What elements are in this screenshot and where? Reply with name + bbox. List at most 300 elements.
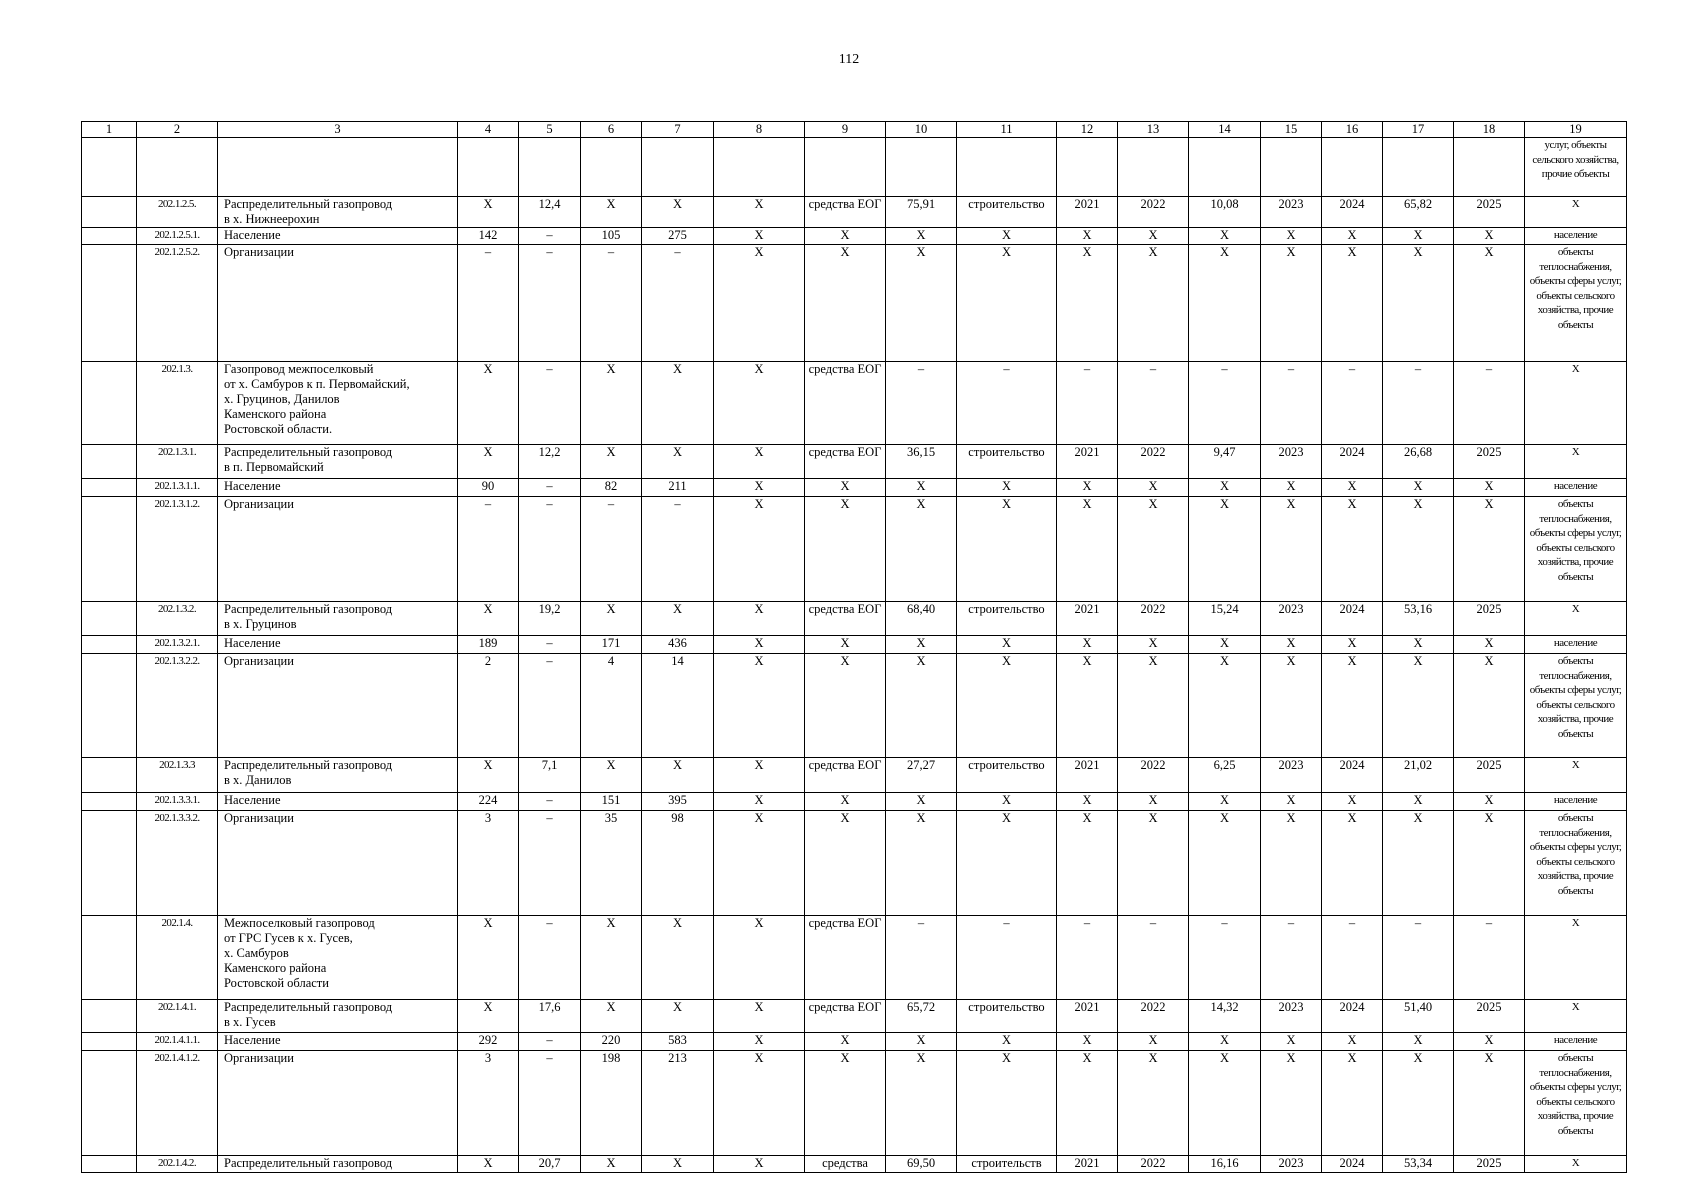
table-cell-col17: Х — [1383, 811, 1454, 916]
table-cell-col17: Х — [1383, 654, 1454, 758]
table-cell-col11: строительств — [957, 1156, 1057, 1173]
table-cell-col12: Х — [1057, 636, 1118, 654]
table-cell-col6: Х — [581, 758, 642, 793]
table-cell-col11: Х — [957, 1033, 1057, 1051]
header-cell-13: 13 — [1118, 122, 1189, 138]
table-cell-col19: Х — [1525, 1000, 1627, 1033]
table-cell-col13: 2022 — [1118, 445, 1189, 479]
table-cell-col7: Х — [642, 1000, 714, 1033]
table-cell-col2: 202.1.4.1.1. — [137, 1033, 218, 1051]
table-row — [82, 1156, 1627, 1173]
table-cell-col17: 65,82 — [1383, 197, 1454, 228]
table-cell-col2: 202.1.4.1.2. — [137, 1051, 218, 1156]
header-cell-14: 14 — [1189, 122, 1261, 138]
table-cell-col12: – — [1057, 362, 1118, 445]
table-cell-col4: 224 — [458, 793, 519, 811]
header-cell-2: 2 — [137, 122, 218, 138]
table-cell-col13: 2022 — [1118, 1000, 1189, 1033]
table-cell-col12 — [1057, 138, 1118, 197]
table-cell-col3: Население — [218, 479, 458, 497]
table-cell-col13: – — [1118, 916, 1189, 1000]
table-cell-col11: Х — [957, 811, 1057, 916]
table-cell-col18: Х — [1454, 245, 1525, 362]
table-row — [82, 362, 1627, 445]
table-cell-col9: средства — [805, 1156, 886, 1173]
header-cell-5: 5 — [519, 122, 581, 138]
table-cell-col8: Х — [714, 245, 805, 362]
table-cell-col18: – — [1454, 916, 1525, 1000]
table-cell-col19: объекты теплоснабжения, объекты сферы услуг, объекты сельского хозяйства, прочие объекты — [1525, 811, 1627, 916]
table-cell-col4: Х — [458, 362, 519, 445]
table-cell-col2: 202.1.3.1. — [137, 445, 218, 479]
table-cell-col4: Х — [458, 1000, 519, 1033]
table-cell-col7: 213 — [642, 1051, 714, 1156]
table-cell-col3: Организации — [218, 497, 458, 602]
table-cell-col7: Х — [642, 197, 714, 228]
table-cell-col13 — [1118, 138, 1189, 197]
table-cell-col8: Х — [714, 1156, 805, 1173]
table-cell-col15: Х — [1261, 1051, 1322, 1156]
header-cell-9: 9 — [805, 122, 886, 138]
table-cell-col11: Х — [957, 479, 1057, 497]
table-cell-col5: – — [519, 793, 581, 811]
table-cell-col5: – — [519, 654, 581, 758]
table-cell-col5: – — [519, 811, 581, 916]
table-cell-col15: 2023 — [1261, 1156, 1322, 1173]
table-cell-col7: 211 — [642, 479, 714, 497]
table-cell-col11: – — [957, 916, 1057, 1000]
table-cell-col4: – — [458, 497, 519, 602]
table-cell-col5: – — [519, 1033, 581, 1051]
table-cell-col15: – — [1261, 916, 1322, 1000]
table-cell-col19: Х — [1525, 758, 1627, 793]
table-row — [82, 197, 1627, 228]
table-row — [82, 916, 1627, 1000]
table-cell-col12: Х — [1057, 245, 1118, 362]
table-cell-col6: 220 — [581, 1033, 642, 1051]
header-cell-17: 17 — [1383, 122, 1454, 138]
table-cell-col16: 2024 — [1322, 445, 1383, 479]
table-cell-col18: Х — [1454, 228, 1525, 245]
table-cell-col4: 3 — [458, 1051, 519, 1156]
table-cell-col3: Распределительный газопровод в х. Нижнеерохин — [218, 197, 458, 228]
table-cell-col2: 202.1.3.2.1. — [137, 636, 218, 654]
table-cell-col17: 26,68 — [1383, 445, 1454, 479]
table-cell-col17: – — [1383, 916, 1454, 1000]
table-cell-col18: 2025 — [1454, 1156, 1525, 1173]
table-cell-col8: Х — [714, 445, 805, 479]
table-cell-col19: население — [1525, 1033, 1627, 1051]
table-cell-col8: Х — [714, 497, 805, 602]
table-cell-col14: – — [1189, 362, 1261, 445]
table-cell-col6: 82 — [581, 479, 642, 497]
table-cell-col7: Х — [642, 758, 714, 793]
table-cell-col18: Х — [1454, 811, 1525, 916]
table-cell-col9: средства ЕОГ — [805, 602, 886, 636]
table-cell-col3: Организации — [218, 654, 458, 758]
header-cell-18: 18 — [1454, 122, 1525, 138]
table-cell-col9: средства ЕОГ — [805, 445, 886, 479]
table-cell-col7: Х — [642, 602, 714, 636]
table-cell-col2: 202.1.4.1. — [137, 1000, 218, 1033]
table-cell-col1 — [82, 1156, 137, 1173]
table-cell-col7 — [642, 138, 714, 197]
table-cell-col3: Газопровод межпоселковый от х. Самбуров к п. Первомайский, х. Груцинов, Данилов Каменского района Ростовской области. — [218, 362, 458, 445]
table-cell-col11: Х — [957, 245, 1057, 362]
table-cell-col5: 17,6 — [519, 1000, 581, 1033]
table-cell-col4: Х — [458, 916, 519, 1000]
table-row — [82, 1000, 1627, 1033]
table-cell-col14: 6,25 — [1189, 758, 1261, 793]
header-cell-11: 11 — [957, 122, 1057, 138]
table-cell-col9: Х — [805, 636, 886, 654]
table-cell-col2: 202.1.3.2. — [137, 602, 218, 636]
table-cell-col4: 3 — [458, 811, 519, 916]
table-cell-col16 — [1322, 138, 1383, 197]
table-cell-col14: Х — [1189, 636, 1261, 654]
table-cell-col16: Х — [1322, 654, 1383, 758]
table-cell-col17: 21,02 — [1383, 758, 1454, 793]
table-cell-col5: – — [519, 916, 581, 1000]
table-cell-col6: Х — [581, 916, 642, 1000]
table-cell-col5: – — [519, 636, 581, 654]
header-cell-15: 15 — [1261, 122, 1322, 138]
table-cell-col5: 20,7 — [519, 1156, 581, 1173]
table-cell-col15: Х — [1261, 811, 1322, 916]
table-cell-col13: Х — [1118, 654, 1189, 758]
table-cell-col13: Х — [1118, 497, 1189, 602]
table-cell-col19: население — [1525, 228, 1627, 245]
table-cell-col2: 202.1.2.5.1. — [137, 228, 218, 245]
table-cell-col18: Х — [1454, 636, 1525, 654]
table-cell-col10: Х — [886, 1033, 957, 1051]
table-cell-col8: Х — [714, 1051, 805, 1156]
table-cell-col17: Х — [1383, 479, 1454, 497]
table-cell-col6: Х — [581, 602, 642, 636]
table-cell-col8: Х — [714, 1033, 805, 1051]
table-cell-col9: средства ЕОГ — [805, 758, 886, 793]
table-cell-col16: Х — [1322, 636, 1383, 654]
table-cell-col18: – — [1454, 362, 1525, 445]
table-cell-col11: строительство — [957, 758, 1057, 793]
table-cell-col7: 14 — [642, 654, 714, 758]
table-cell-col9: Х — [805, 1051, 886, 1156]
table-cell-col3: Распределительный газопровод в х. Данилов — [218, 758, 458, 793]
table-cell-col17: Х — [1383, 636, 1454, 654]
table-cell-col18: Х — [1454, 654, 1525, 758]
table-cell-col14: – — [1189, 916, 1261, 1000]
table-cell-col13: Х — [1118, 636, 1189, 654]
table-cell-col9: Х — [805, 793, 886, 811]
table-cell-col3: Население — [218, 1033, 458, 1051]
table-cell-col5: 12,4 — [519, 197, 581, 228]
table-cell-col1 — [82, 602, 137, 636]
table-cell-col12: – — [1057, 916, 1118, 1000]
table-cell-col5: – — [519, 479, 581, 497]
table-row — [82, 479, 1627, 497]
table-cell-col7: Х — [642, 445, 714, 479]
table-cell-col16: Х — [1322, 1051, 1383, 1156]
table-row — [82, 245, 1627, 362]
table-cell-col19: Х — [1525, 916, 1627, 1000]
header-cell-12: 12 — [1057, 122, 1118, 138]
table-cell-col16: 2024 — [1322, 197, 1383, 228]
table-row — [82, 602, 1627, 636]
table-cell-col12: 2021 — [1057, 758, 1118, 793]
table-cell-col3: Организации — [218, 245, 458, 362]
table-cell-col13: Х — [1118, 245, 1189, 362]
table-cell-col16: Х — [1322, 811, 1383, 916]
table-cell-col9: Х — [805, 245, 886, 362]
table-cell-col17: Х — [1383, 1051, 1454, 1156]
table-cell-col12: Х — [1057, 793, 1118, 811]
table-cell-col14: 16,16 — [1189, 1156, 1261, 1173]
table-cell-col1 — [82, 636, 137, 654]
table-cell-col17: Х — [1383, 228, 1454, 245]
table-cell-col18: 2025 — [1454, 758, 1525, 793]
table-cell-col6: Х — [581, 1156, 642, 1173]
table-cell-col14: 9,47 — [1189, 445, 1261, 479]
table-cell-col6: Х — [581, 362, 642, 445]
table-cell-col5: – — [519, 497, 581, 602]
table-cell-col15: Х — [1261, 793, 1322, 811]
page-number: 112 — [838, 52, 860, 67]
table-cell-col16: 2024 — [1322, 602, 1383, 636]
table-cell-col3: Население — [218, 228, 458, 245]
table-cell-col19: население — [1525, 793, 1627, 811]
table-cell-col10: 36,15 — [886, 445, 957, 479]
table-cell-col4: 90 — [458, 479, 519, 497]
table-cell-col1 — [82, 138, 137, 197]
table-cell-col18: Х — [1454, 793, 1525, 811]
table-cell-col12: 2021 — [1057, 445, 1118, 479]
table-cell-col17: 53,16 — [1383, 602, 1454, 636]
table-cell-col18: 2025 — [1454, 1000, 1525, 1033]
table-cell-col6: 4 — [581, 654, 642, 758]
table-cell-col17: 51,40 — [1383, 1000, 1454, 1033]
table-cell-col11: строительство — [957, 602, 1057, 636]
table-cell-col10: Х — [886, 479, 957, 497]
table-cell-col8: Х — [714, 811, 805, 916]
table-cell-col11: – — [957, 362, 1057, 445]
header-cell-3: 3 — [218, 122, 458, 138]
table-cell-col12: Х — [1057, 497, 1118, 602]
table-cell-col14: Х — [1189, 245, 1261, 362]
table-cell-col4: Х — [458, 197, 519, 228]
table-body — [82, 138, 1627, 1173]
table-cell-col12: Х — [1057, 228, 1118, 245]
table-cell-col2: 202.1.3. — [137, 362, 218, 445]
table-cell-col6: – — [581, 497, 642, 602]
table-row — [82, 811, 1627, 916]
header-cell-16: 16 — [1322, 122, 1383, 138]
header-cell-8: 8 — [714, 122, 805, 138]
table-cell-col19: объекты теплоснабжения, объекты сферы услуг, объекты сельского хозяйства, прочие объекты — [1525, 1051, 1627, 1156]
table-cell-col10: Х — [886, 228, 957, 245]
table-cell-col7: 436 — [642, 636, 714, 654]
table-cell-col1 — [82, 793, 137, 811]
table-cell-col19: Х — [1525, 445, 1627, 479]
table-cell-col11: Х — [957, 228, 1057, 245]
table-cell-col10: – — [886, 362, 957, 445]
table-cell-col13: 2022 — [1118, 1156, 1189, 1173]
table-row — [82, 497, 1627, 602]
table-cell-col13: Х — [1118, 228, 1189, 245]
table-cell-col4: Х — [458, 758, 519, 793]
table-cell-col14: Х — [1189, 479, 1261, 497]
table-cell-col11: Х — [957, 1051, 1057, 1156]
table-cell-col1 — [82, 245, 137, 362]
table-cell-col13: Х — [1118, 811, 1189, 916]
table-cell-col14: Х — [1189, 228, 1261, 245]
table-cell-col7: Х — [642, 916, 714, 1000]
table-cell-col1 — [82, 1000, 137, 1033]
table-cell-col1 — [82, 811, 137, 916]
table-cell-col1 — [82, 228, 137, 245]
table-cell-col15: 2023 — [1261, 758, 1322, 793]
table-cell-col18: 2025 — [1454, 445, 1525, 479]
table-cell-col13: 2022 — [1118, 197, 1189, 228]
table-cell-col14 — [1189, 138, 1261, 197]
table-header — [82, 122, 1627, 138]
table-cell-col4: Х — [458, 602, 519, 636]
table-cell-col4: 292 — [458, 1033, 519, 1051]
table-cell-col2: 202.1.3.1.1. — [137, 479, 218, 497]
table-cell-col11: строительство — [957, 1000, 1057, 1033]
table-cell-col14: Х — [1189, 793, 1261, 811]
table-cell-col15: 2023 — [1261, 1000, 1322, 1033]
header-row — [82, 122, 1627, 138]
table-cell-col18: Х — [1454, 1033, 1525, 1051]
table-cell-col3: Межпоселковый газопровод от ГРС Гусев к х. Гусев, х. Самбуров Каменского района Ростовской области — [218, 916, 458, 1000]
table-cell-col11: Х — [957, 793, 1057, 811]
table-cell-col15: Х — [1261, 497, 1322, 602]
table-cell-col19: Х — [1525, 602, 1627, 636]
table-cell-col9: средства ЕОГ — [805, 1000, 886, 1033]
table-cell-col1 — [82, 497, 137, 602]
table-cell-col4: – — [458, 245, 519, 362]
table-cell-col8: Х — [714, 758, 805, 793]
table-cell-col4: 142 — [458, 228, 519, 245]
table-cell-col15: 2023 — [1261, 197, 1322, 228]
table-cell-col2: 202.1.4.2. — [137, 1156, 218, 1173]
table-cell-col19: объекты теплоснабжения, объекты сферы услуг, объекты сельского хозяйства, прочие объекты — [1525, 497, 1627, 602]
table-cell-col12: Х — [1057, 479, 1118, 497]
table-cell-col8: Х — [714, 479, 805, 497]
table-cell-col8: Х — [714, 793, 805, 811]
table-cell-col9 — [805, 138, 886, 197]
table-cell-col10: Х — [886, 245, 957, 362]
table-cell-col19: объекты теплоснабжения, объекты сферы услуг, объекты сельского хозяйства, прочие объекты — [1525, 245, 1627, 362]
table-cell-col6 — [581, 138, 642, 197]
table-cell-col5: – — [519, 228, 581, 245]
table-cell-col8: Х — [714, 602, 805, 636]
table-cell-col14: Х — [1189, 811, 1261, 916]
table-cell-col18: Х — [1454, 497, 1525, 602]
table-cell-col14: Х — [1189, 1051, 1261, 1156]
table-cell-col2: 202.1.3.3.2. — [137, 811, 218, 916]
table-cell-col3: Население — [218, 793, 458, 811]
table-cell-col4: Х — [458, 1156, 519, 1173]
header-cell-7: 7 — [642, 122, 714, 138]
table-cell-col13: Х — [1118, 1033, 1189, 1051]
table-cell-col11: Х — [957, 654, 1057, 758]
table-cell-col19: объекты теплоснабжения, объекты сферы услуг, объекты сельского хозяйства, прочие объекты — [1525, 654, 1627, 758]
header-cell-1: 1 — [82, 122, 137, 138]
table-cell-col15: Х — [1261, 636, 1322, 654]
table-cell-col4: Х — [458, 445, 519, 479]
table-cell-col12: 2021 — [1057, 197, 1118, 228]
table-cell-col11: строительство — [957, 197, 1057, 228]
table-cell-col16: Х — [1322, 793, 1383, 811]
table-cell-col5 — [519, 138, 581, 197]
table-cell-col12: 2021 — [1057, 602, 1118, 636]
table-cell-col12: Х — [1057, 654, 1118, 758]
table-cell-col12: Х — [1057, 1051, 1118, 1156]
table-cell-col10: 68,40 — [886, 602, 957, 636]
table-cell-col10 — [886, 138, 957, 197]
table-cell-col6: 35 — [581, 811, 642, 916]
table-cell-col6: 105 — [581, 228, 642, 245]
table-cell-col15: Х — [1261, 1033, 1322, 1051]
table-cell-col9: средства ЕОГ — [805, 916, 886, 1000]
table-cell-col16: 2024 — [1322, 1000, 1383, 1033]
header-cell-19: 19 — [1525, 122, 1627, 138]
table-row — [82, 1033, 1627, 1051]
table-cell-col10: Х — [886, 811, 957, 916]
table-cell-col6: 198 — [581, 1051, 642, 1156]
table-cell-col11: строительство — [957, 445, 1057, 479]
table-cell-col8: Х — [714, 654, 805, 758]
table-cell-col16: Х — [1322, 228, 1383, 245]
table-row — [82, 228, 1627, 245]
table-cell-col6: Х — [581, 197, 642, 228]
table-cell-col9: средства ЕОГ — [805, 362, 886, 445]
table-cell-col2: 202.1.3.1.2. — [137, 497, 218, 602]
table-row — [82, 1051, 1627, 1156]
table-cell-col12: 2021 — [1057, 1156, 1118, 1173]
table-cell-col14: Х — [1189, 654, 1261, 758]
table-cell-col16: 2024 — [1322, 1156, 1383, 1173]
table-cell-col15: Х — [1261, 654, 1322, 758]
table-cell-col17 — [1383, 138, 1454, 197]
table-cell-col1 — [82, 916, 137, 1000]
table-cell-col4: 2 — [458, 654, 519, 758]
table-cell-col8: Х — [714, 228, 805, 245]
table-cell-col9: Х — [805, 497, 886, 602]
table-cell-col7: – — [642, 497, 714, 602]
table-row — [82, 793, 1627, 811]
table-cell-col2: 202.1.3.2.2. — [137, 654, 218, 758]
table-cell-col9: Х — [805, 479, 886, 497]
table-cell-col18 — [1454, 138, 1525, 197]
table-cell-col14: 14,32 — [1189, 1000, 1261, 1033]
table-cell-col12: Х — [1057, 811, 1118, 916]
table-cell-col2: 202.1.4. — [137, 916, 218, 1000]
table-cell-col17: Х — [1383, 497, 1454, 602]
table-row — [82, 445, 1627, 479]
table-cell-col12: Х — [1057, 1033, 1118, 1051]
table-cell-col3 — [218, 138, 458, 197]
table-cell-col3: Распределительный газопровод — [218, 1156, 458, 1173]
table-cell-col9: Х — [805, 1033, 886, 1051]
table-cell-col15: 2023 — [1261, 445, 1322, 479]
table-cell-col16: Х — [1322, 1033, 1383, 1051]
table-cell-col2: 202.1.2.5.2. — [137, 245, 218, 362]
table-cell-col5: 7,1 — [519, 758, 581, 793]
table-cell-col7: Х — [642, 362, 714, 445]
table-cell-col13: – — [1118, 362, 1189, 445]
